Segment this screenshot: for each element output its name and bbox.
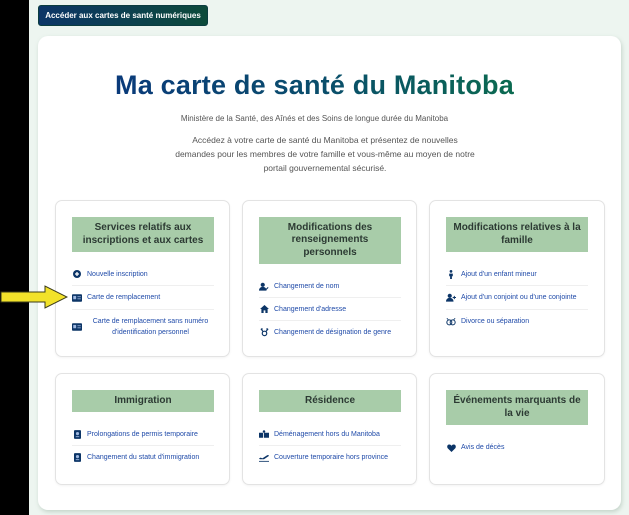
gender-icon	[259, 328, 269, 338]
card-family-changes	[429, 200, 605, 357]
heart-icon	[446, 443, 456, 453]
id-card-icon	[72, 322, 82, 332]
card-header: Immigration	[72, 390, 214, 412]
digital-health-cards-button[interactable]: Accéder aux cartes de santé numériques	[38, 5, 208, 26]
link-ajout-enfant-mineur[interactable]: Ajout d'un enfant mineur	[446, 263, 588, 286]
link-divorce-separation[interactable]: Divorce ou séparation	[446, 310, 588, 333]
link-prolongation-permis[interactable]: Prolongations de permis temporaire	[72, 423, 214, 446]
card-link-list	[446, 436, 588, 459]
card-life-events	[429, 373, 605, 485]
link-changement-de-nom[interactable]: Changement de nom	[259, 275, 401, 298]
card-header: Services relatifs aux inscriptions et aux cartes	[72, 217, 214, 252]
card-immigration	[55, 373, 230, 485]
card-residence	[242, 373, 417, 485]
link-changement-d-adresse[interactable]: Changement d'adresse	[259, 298, 401, 321]
link-carte-de-remplacement[interactable]: Carte de remplacement	[72, 286, 214, 310]
link-demenagement-hors-manitoba[interactable]: Déménagement hors du Manitoba	[259, 423, 401, 446]
plane-departure-icon	[259, 453, 269, 463]
home-icon	[259, 304, 269, 314]
card-personal-info-changes	[242, 200, 417, 357]
card-registration-services	[55, 200, 230, 357]
annotation-arrow-icon	[0, 285, 68, 309]
card-link-list	[72, 263, 214, 343]
card-header: Modifications relatives à la famille	[446, 217, 588, 252]
link-changement-statut-immigration[interactable]: Changement du statut d'immigration	[72, 446, 214, 469]
card-link-list	[259, 423, 401, 469]
page-description: Accédez à votre carte de santé du Manitoba et présentez de nouvelles demandes pour les membres de votre famille et vous-même au moyen de notre portail gouvernemental sécurisé.	[175, 135, 475, 173]
broken-rings-icon	[446, 317, 456, 327]
passport-icon	[72, 453, 82, 463]
plus-circle-icon	[72, 269, 82, 279]
user-plus-icon	[446, 293, 456, 303]
link-changement-designation-genre[interactable]: Changement de désignation de genre	[259, 321, 401, 344]
card-header: Résidence	[259, 390, 401, 412]
id-card-icon	[72, 293, 82, 303]
link-nouvelle-inscription[interactable]: Nouvelle inscription	[72, 263, 214, 286]
card-header: Événements marquants de la vie	[446, 390, 588, 425]
card-link-list	[446, 263, 588, 333]
link-carte-sans-nip[interactable]: Carte de remplacement sans numéro d'identification personnel	[72, 310, 214, 343]
passport-icon	[72, 429, 82, 439]
moving-icon	[259, 429, 269, 439]
ministry-subtitle: Ministère de la Santé, des Aînés et des Soins de longue durée du Manitoba	[180, 114, 449, 123]
card-header: Modifications des renseignements personnels	[259, 217, 401, 264]
card-link-list	[72, 423, 214, 469]
card-link-list	[259, 275, 401, 344]
link-avis-de-deces[interactable]: Avis de décès	[446, 436, 588, 459]
child-icon	[446, 269, 456, 279]
user-edit-icon	[259, 281, 269, 291]
page-title: Ma carte de santé du Manitoba	[115, 70, 514, 100]
link-ajout-conjoint[interactable]: Ajout d'un conjoint ou d'une conjointe	[446, 286, 588, 310]
link-couverture-temporaire[interactable]: Couverture temporaire hors province	[259, 446, 401, 469]
